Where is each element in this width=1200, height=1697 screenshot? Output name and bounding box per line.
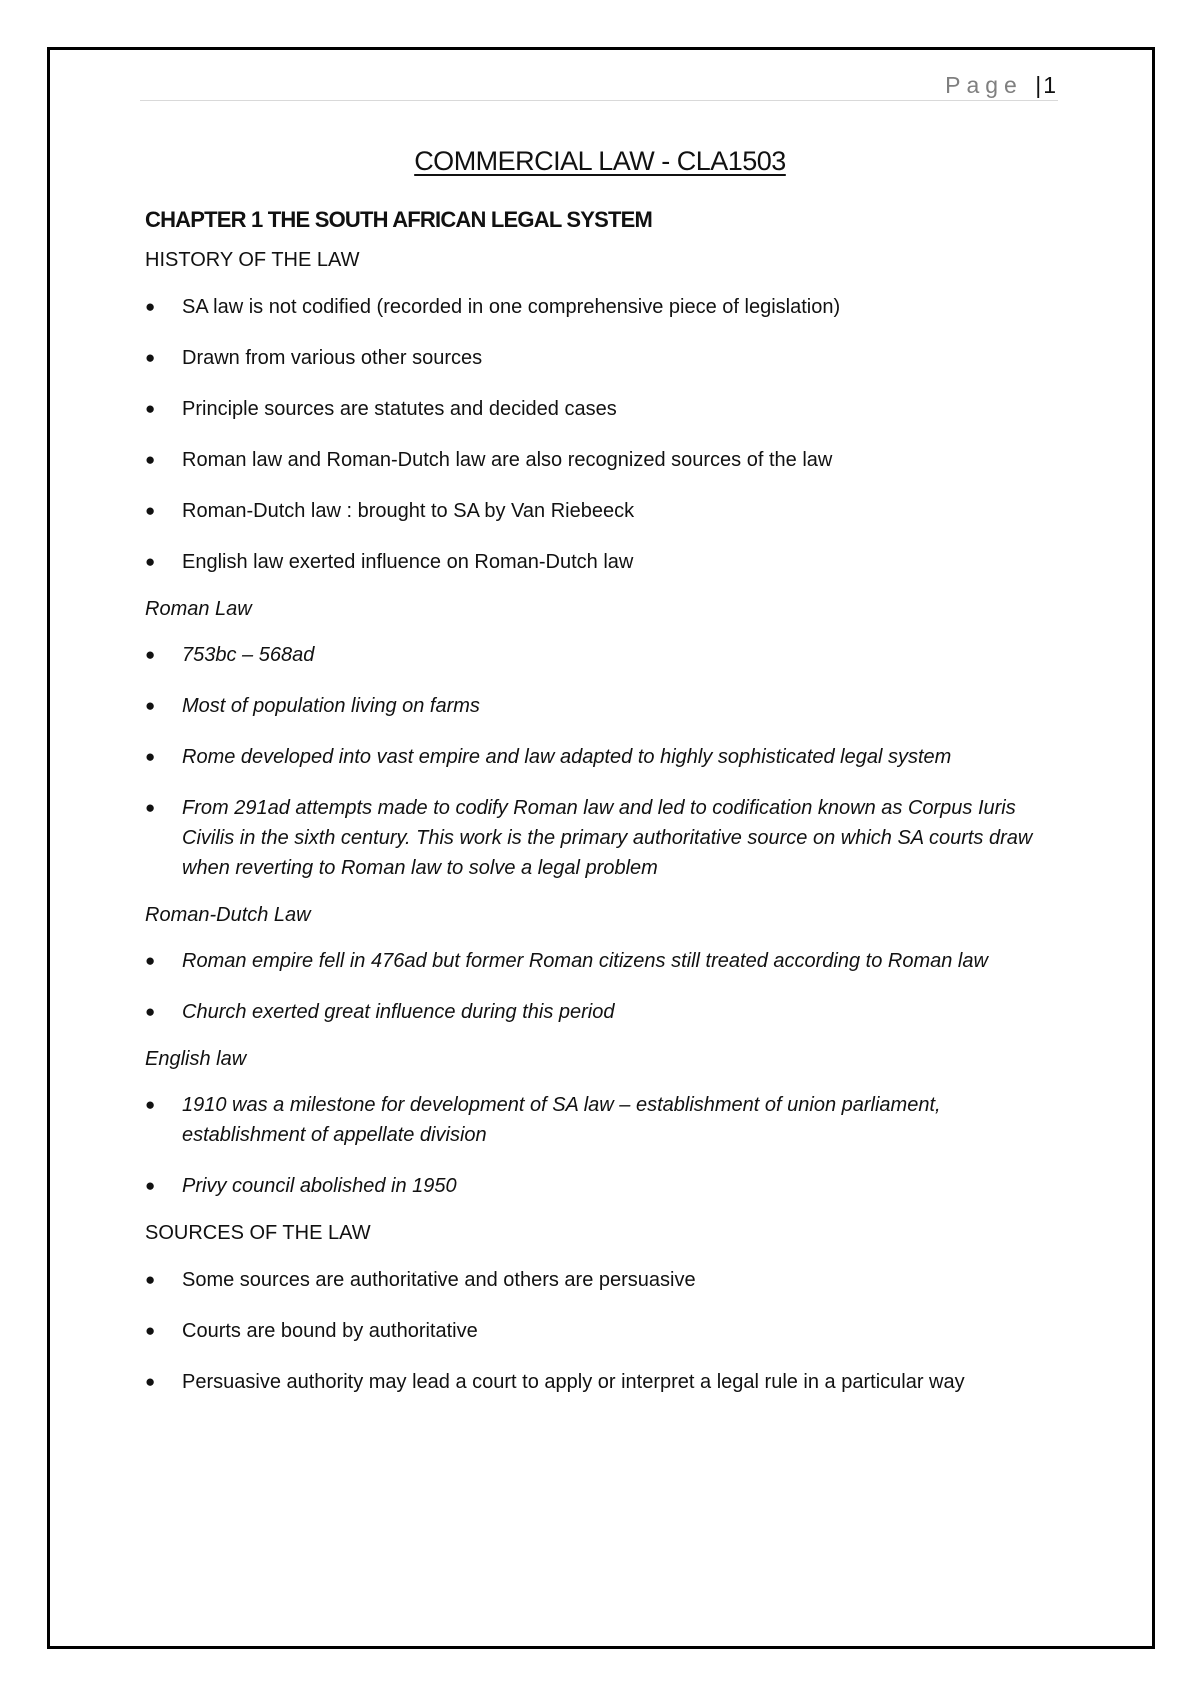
bullet-icon: ● <box>145 798 156 817</box>
section-heading-history: HISTORY OF THE LAW <box>145 249 360 271</box>
english-law-list <box>145 1090 1055 1201</box>
list-item: ● Roman-Dutch law : brought to SA by Van Riebeeck <box>145 496 1055 526</box>
list-item: ● Some sources are authoritative and others are persuasive <box>145 1265 1055 1295</box>
bullet-icon: ● <box>145 747 156 766</box>
list-item: ● SA law is not codified (recorded in one comprehensive piece of legislation) <box>145 292 1055 322</box>
page-number-label <box>945 72 1058 99</box>
roman-dutch-law-list <box>145 946 1055 1027</box>
bullet-icon: ● <box>145 1270 156 1289</box>
list-item: ● Rome developed into vast empire and law adapted to highly sophisticated legal system <box>145 742 1055 772</box>
chapter-title: CHAPTER 1 THE SOUTH AFRICAN LEGAL SYSTEM <box>145 207 653 232</box>
list-item: ● Drawn from various other sources <box>145 343 1055 373</box>
list-item: ● Roman law and Roman-Dutch law are also recognized sources of the law <box>145 445 1055 475</box>
list-item: ● English law exerted influence on Roman-Dutch law <box>145 547 1055 577</box>
sub-heading-roman-law: Roman Law <box>145 598 252 620</box>
list-item: ● Persuasive authority may lead a court to apply or interpret a legal rule in a particular way <box>145 1367 1055 1397</box>
bullet-icon: ● <box>145 1321 156 1340</box>
list-item: ● From 291ad attempts made to codify Roman law and led to codification known as Corpus Iuris Civilis in the sixth century. This work is the primary authoritative source on which SA courts draw when reverting to Roman law to solve a legal problem <box>145 793 1055 883</box>
roman-law-list <box>145 640 1055 883</box>
sub-heading-roman-dutch-law: Roman-Dutch Law <box>145 904 311 926</box>
bullet-icon: ● <box>145 450 156 469</box>
section-heading-sources: SOURCES OF THE LAW <box>145 1222 371 1244</box>
list-item: ● Church exerted great influence during this period <box>145 997 1055 1027</box>
page-header <box>140 66 1058 101</box>
bullet-icon: ● <box>145 1095 156 1114</box>
bullet-icon: ● <box>145 696 156 715</box>
bullet-icon: ● <box>145 1372 156 1391</box>
bullet-icon: ● <box>145 399 156 418</box>
sources-list <box>145 1265 1055 1397</box>
bullet-icon: ● <box>145 297 156 316</box>
bullet-icon: ● <box>145 645 156 664</box>
bullet-icon: ● <box>145 951 156 970</box>
list-item: ● Roman empire fell in 476ad but former Roman citizens still treated according to Roman law <box>145 946 1055 976</box>
bullet-icon: ● <box>145 348 156 367</box>
history-list <box>145 292 1055 577</box>
bullet-icon: ● <box>145 1002 156 1021</box>
list-item: ● 753bc – 568ad <box>145 640 1055 670</box>
list-item: ● Principle sources are statutes and decided cases <box>145 394 1055 424</box>
list-item: ● Most of population living on farms <box>145 691 1055 721</box>
document-body <box>145 146 1055 1418</box>
bullet-icon: ● <box>145 552 156 571</box>
list-item: ● 1910 was a milestone for development of SA law – establishment of union parliament, establishment of appellate division <box>145 1090 1055 1150</box>
list-item: ● Courts are bound by authoritative <box>145 1316 1055 1346</box>
list-item: ● Privy council abolished in 1950 <box>145 1171 1055 1201</box>
sub-heading-english-law: English law <box>145 1048 247 1070</box>
page-number: 1 <box>1043 72 1058 98</box>
page-label: Page <box>945 72 1023 98</box>
document-title: COMMERCIAL LAW - CLA1503 <box>414 146 786 176</box>
bullet-icon: ● <box>145 501 156 520</box>
bullet-icon: ● <box>145 1176 156 1195</box>
page-separator: | <box>1035 72 1044 98</box>
